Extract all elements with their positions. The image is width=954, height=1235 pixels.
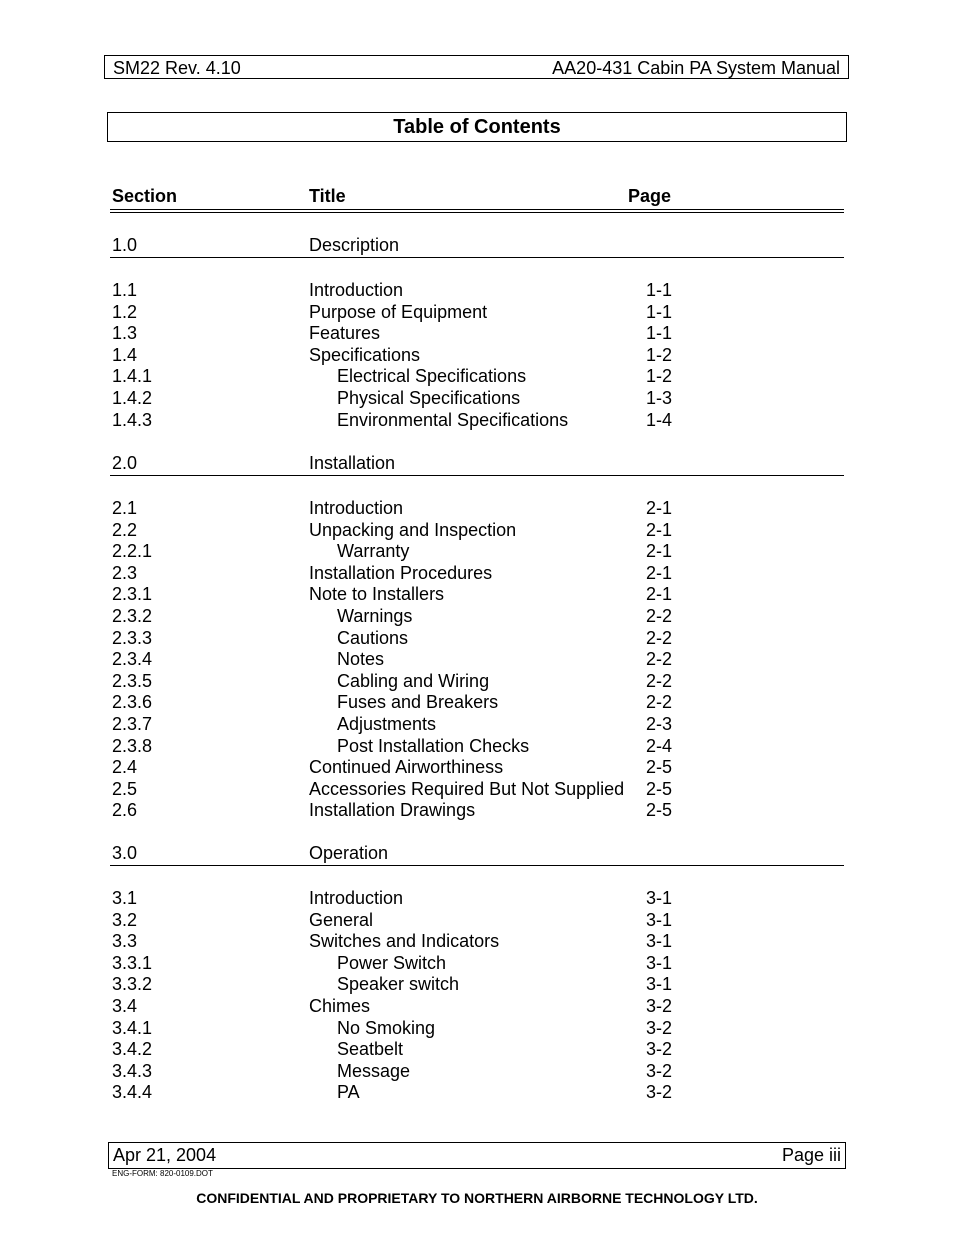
toc-entry <box>0 995 954 1017</box>
toc-entry-title: Introduction <box>309 888 404 908</box>
toc-entry-page: 2-2 <box>646 606 673 626</box>
section-heading <box>0 842 954 864</box>
toc-entry-title: Warranty <box>337 541 410 562</box>
toc-entry-number: 2.2 <box>112 519 138 540</box>
toc-entry-title: Accessories Required But Not Supplied <box>309 778 625 799</box>
document-id: SM22 Rev. 4.10 <box>113 58 241 78</box>
toc-entry-page: 3-2 <box>646 1060 673 1081</box>
toc-entry-title: Purpose of Equipment <box>309 301 488 322</box>
toc-entry-title: Chimes <box>309 996 371 1016</box>
toc-entry-number: 2.1 <box>112 498 138 518</box>
toc-entry-title: Features <box>309 323 381 344</box>
column-header-title: Title <box>309 186 346 206</box>
toc-entry-number: 2.4 <box>112 757 138 778</box>
toc-entry-title: PA <box>337 1082 360 1103</box>
section-heading-number: 1.0 <box>112 235 138 255</box>
toc-entry-title: Notes <box>337 649 385 670</box>
section-heading-rule <box>110 475 844 476</box>
toc-entry <box>0 1017 954 1039</box>
toc-entry-number: 3.4.3 <box>112 1060 153 1081</box>
column-header-page: Page <box>628 186 672 206</box>
toc-entry-title: Specifications <box>309 344 421 365</box>
toc-entry <box>0 756 954 778</box>
toc-entry-page: 2-1 <box>646 498 673 518</box>
toc-entry-title: Environmental Specifications <box>337 409 569 430</box>
toc-entry-title: Switches and Indicators <box>309 931 500 952</box>
toc-entry <box>0 973 954 995</box>
toc-entry-title: Speaker switch <box>337 974 460 995</box>
toc-entry-page: 1-1 <box>646 323 673 344</box>
toc-entry <box>0 365 954 387</box>
toc-entry <box>0 713 954 735</box>
toc-entry-page: 1-2 <box>646 344 673 365</box>
section-heading <box>0 452 954 474</box>
toc-entry-title: Installation Drawings <box>309 800 476 821</box>
toc-entry <box>0 627 954 649</box>
toc-entry-number: 1.2 <box>112 301 138 322</box>
toc-entry-page: 3-1 <box>646 931 673 952</box>
toc-entry-number: 3.3.2 <box>112 974 153 995</box>
toc-entry-number: 1.4 <box>112 344 138 365</box>
toc-entry-number: 3.3 <box>112 931 138 952</box>
toc-entry-number: 3.1 <box>112 888 138 908</box>
form-id: ENG-FORM: 820-0109.DOT <box>112 1169 213 1178</box>
confidentiality-notice: CONFIDENTIAL AND PROPRIETARY TO NORTHERN AIRBORNE TECHNOLOGY LTD. <box>196 1190 758 1206</box>
toc-entry-title: Warnings <box>337 606 413 626</box>
toc-entry <box>0 952 954 974</box>
toc-entry <box>0 1060 954 1082</box>
toc-entry-number: 3.2 <box>112 909 138 930</box>
toc-entry-page: 1-3 <box>646 388 673 408</box>
toc-entry-number: 2.3.2 <box>112 606 153 626</box>
toc-entry-page: 1-1 <box>646 280 673 300</box>
toc-entry <box>0 909 954 931</box>
toc-entry <box>0 778 954 800</box>
footer-page-number: Page iii <box>781 1145 841 1165</box>
toc-entry-title: Electrical Specifications <box>337 366 527 387</box>
toc-entry-number: 1.1 <box>112 280 138 300</box>
page-footer <box>108 1142 846 1169</box>
section-heading-title: Installation <box>309 453 396 473</box>
toc-entry-page: 2-4 <box>646 735 673 756</box>
toc-entry-page: 3-1 <box>646 888 673 908</box>
toc-entry-number: 1.4.3 <box>112 409 153 430</box>
toc-entry-title: Introduction <box>309 280 404 300</box>
section-heading-rule <box>110 257 844 258</box>
toc-entry-title: Fuses and Breakers <box>337 692 499 713</box>
toc-entry-page: 3-2 <box>646 1017 673 1038</box>
toc-entry <box>0 605 954 627</box>
toc-entry-page: 2-5 <box>646 757 673 778</box>
toc-entry-number: 2.3 <box>112 562 138 583</box>
page-header <box>104 55 849 79</box>
toc-entry-page: 3-1 <box>646 952 673 973</box>
toc-entry-page: 2-5 <box>646 800 673 821</box>
toc-entry-number: 3.4.2 <box>112 1039 153 1060</box>
toc-entry-number: 3.4 <box>112 996 138 1016</box>
toc-entry-page: 3-1 <box>646 974 673 995</box>
toc-entry-title: No Smoking <box>337 1017 436 1038</box>
header-rule-top <box>110 209 844 210</box>
toc-entry <box>0 322 954 344</box>
toc-entry <box>0 887 954 909</box>
toc-entry-title: Power Switch <box>337 952 447 973</box>
toc-entry-number: 2.6 <box>112 800 138 821</box>
toc-entry-page: 2-1 <box>646 584 673 605</box>
toc-entry-page: 3-2 <box>646 1082 673 1103</box>
toc-entry-number: 1.3 <box>112 323 138 344</box>
toc-entry-page: 2-1 <box>646 562 673 583</box>
toc-entry-title: Message <box>337 1060 411 1081</box>
toc-entry-page: 2-1 <box>646 519 673 540</box>
toc-entry-number: 2.3.4 <box>112 649 153 670</box>
toc-entry-title: Adjustments <box>337 714 437 734</box>
toc-entry-number: 2.2.1 <box>112 541 153 562</box>
toc-entry-number: 3.4.4 <box>112 1082 153 1103</box>
toc-entry-title: Unpacking and Inspection <box>309 519 517 540</box>
toc-entry <box>0 930 954 952</box>
toc-entry <box>0 735 954 757</box>
toc-entry <box>0 497 954 519</box>
toc-entry <box>0 387 954 409</box>
toc-entry-title: Post Installation Checks <box>337 735 530 756</box>
toc-entry <box>0 540 954 562</box>
toc-entry-title: Cabling and Wiring <box>337 670 490 691</box>
toc-entry-title: Physical Specifications <box>337 388 521 408</box>
toc-entry <box>0 279 954 301</box>
toc-entry-number: 2.3.3 <box>112 627 153 648</box>
column-header-section: Section <box>112 186 178 206</box>
section-heading-number: 3.0 <box>112 843 138 863</box>
toc-entry-title: Note to Installers <box>309 584 445 605</box>
section-heading-rule <box>110 865 844 866</box>
toc-entry <box>0 691 954 713</box>
toc-entry <box>0 344 954 366</box>
toc-entry-page: 2-2 <box>646 670 673 691</box>
toc-entry-number: 3.4.1 <box>112 1017 153 1038</box>
toc-entry-title: Continued Airworthiness <box>309 757 504 778</box>
toc-entry <box>0 648 954 670</box>
toc-entry-page: 3-2 <box>646 1039 673 1060</box>
toc-entry-number: 2.3.5 <box>112 670 153 691</box>
toc-entry <box>0 799 954 821</box>
toc-entry-title: General <box>309 909 374 930</box>
toc-entry-page: 1-2 <box>646 366 673 387</box>
toc-entry-number: 2.3.6 <box>112 692 153 713</box>
toc-entry-number: 2.3.1 <box>112 584 153 605</box>
toc-title: Table of Contents <box>107 112 847 142</box>
toc-entry-page: 1-1 <box>646 301 673 322</box>
toc-entry-title: Introduction <box>309 498 404 518</box>
toc-entry-page: 2-5 <box>646 778 673 799</box>
toc-entry-title: Seatbelt <box>337 1039 404 1060</box>
toc-entry-page: 3-1 <box>646 909 673 930</box>
toc-entry-page: 3-2 <box>646 996 673 1016</box>
toc-entry-title: Cautions <box>337 627 409 648</box>
toc-entry-page: 2-1 <box>646 541 673 562</box>
toc-entry <box>0 583 954 605</box>
toc-entry <box>0 1038 954 1060</box>
toc-entry <box>0 670 954 692</box>
section-heading-title: Operation <box>309 843 389 863</box>
toc-entry-page: 2-2 <box>646 627 673 648</box>
toc-entry <box>0 409 954 431</box>
toc-entry <box>0 562 954 584</box>
toc-entry-number: 2.3.8 <box>112 735 153 756</box>
toc-entry-number: 3.3.1 <box>112 952 153 973</box>
toc-entry <box>0 519 954 541</box>
footer-date: Apr 21, 2004 <box>113 1145 217 1165</box>
toc-entry-page: 2-2 <box>646 692 673 713</box>
toc-entry-page: 2-3 <box>646 714 673 734</box>
section-heading <box>0 234 954 256</box>
toc-entry-page: 2-2 <box>646 649 673 670</box>
toc-entry <box>0 1081 954 1103</box>
section-heading-number: 2.0 <box>112 453 138 473</box>
toc-entry-title: Installation Procedures <box>309 562 493 583</box>
section-heading-title: Description <box>309 235 400 255</box>
toc-entry-number: 2.5 <box>112 778 138 799</box>
toc-entry-number: 2.3.7 <box>112 714 153 734</box>
document-title: AA20-431 Cabin PA System Manual <box>552 58 840 78</box>
toc-entry-page: 1-4 <box>646 409 673 430</box>
toc-entry-number: 1.4.2 <box>112 388 153 408</box>
header-rule-bottom <box>110 212 844 213</box>
toc-entry <box>0 301 954 323</box>
toc-entry-number: 1.4.1 <box>112 366 153 387</box>
